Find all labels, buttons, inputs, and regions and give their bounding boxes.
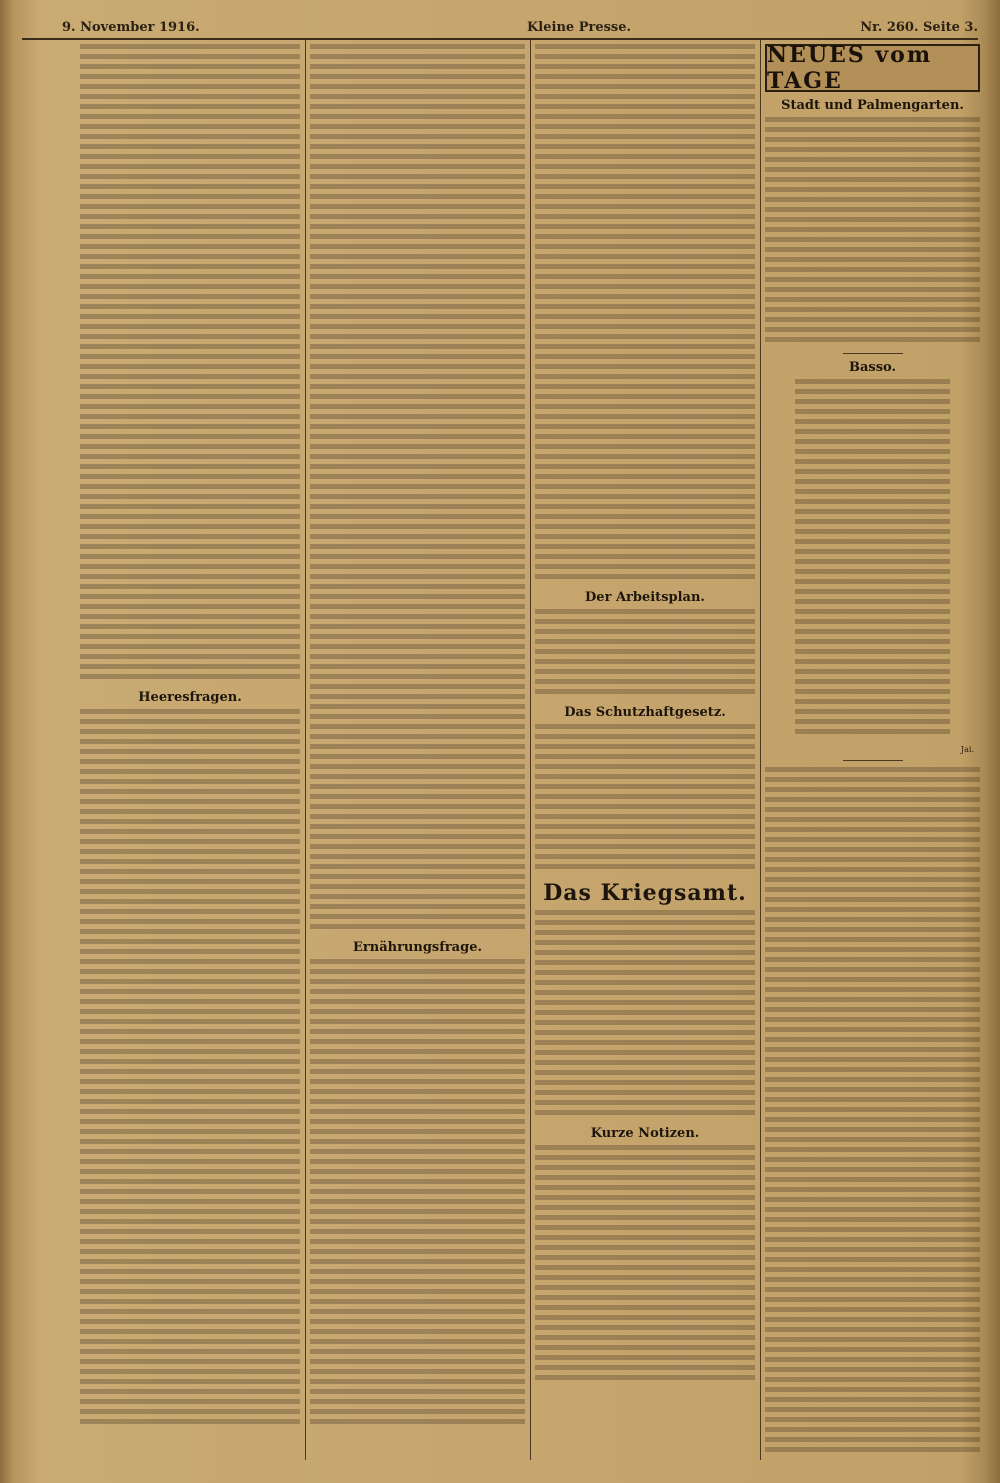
article-heading: Heeresfragen. [138,690,242,705]
column-rule [305,40,306,1460]
article-text [310,44,525,934]
header-date: 9. November 1916. [62,20,200,35]
divider [843,353,903,354]
article-text [535,910,755,1120]
article-text [535,44,755,584]
column-rule [760,40,761,1460]
article-text [310,959,525,1429]
poem-signature: Jai. [960,745,974,754]
article-text [80,44,300,684]
article-heading: Ernährungsfrage. [353,940,482,955]
article-heading: Der Arbeitsplan. [585,590,705,605]
column-4 [765,44,980,1465]
column-2 [310,44,525,1465]
poem-title: Basso. [848,360,897,375]
column-3 [535,44,755,1465]
column-1 [80,44,300,1465]
header-paper-name: Kleine Presse. [527,20,632,35]
section-masthead: NEUES vom TAGE [765,44,980,92]
article-text [535,1145,755,1385]
article-heading: Das Schutzhaftgesetz. [564,705,726,720]
divider [843,760,903,761]
page-header [22,18,978,40]
article-heading: Stadt und Palmengarten. [781,98,964,113]
header-issue-number: Nr. 260. Seite 3. [860,20,978,35]
article-text [765,117,980,347]
article-text [535,724,755,874]
article-heading: Kurze Notizen. [590,1126,700,1141]
article-text [80,709,300,1429]
article-text [535,609,755,699]
article-heading: Das Kriegsamt. [543,880,747,906]
article-text [765,767,980,1457]
poem-text [795,379,950,739]
column-rule [530,40,531,1460]
